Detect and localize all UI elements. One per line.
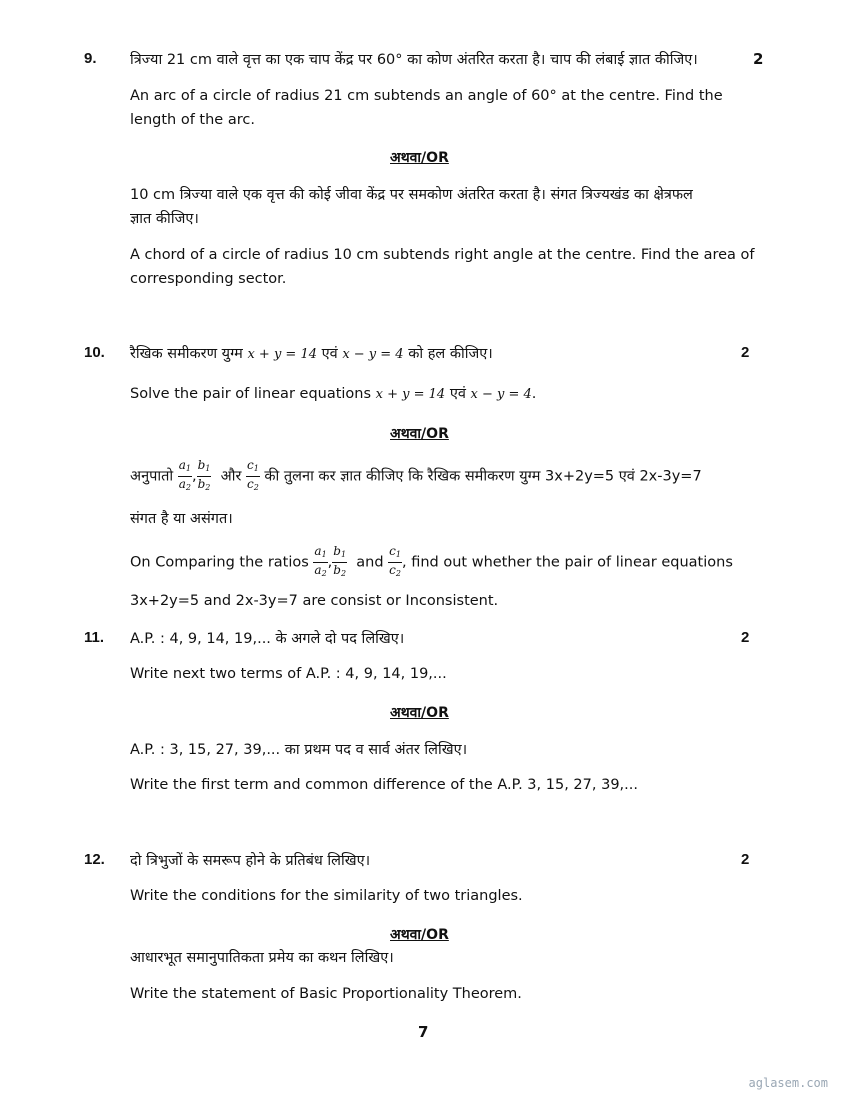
q9-alt-english-line2: corresponding sector.	[130, 271, 287, 287]
ratio-b1-b2: $\frac{b_1}{b_2}$	[197, 458, 211, 492]
q10-alt-hindi-line1: अनुपातो $\frac{a_1}{a_2}$ , $\frac{b_1}{b_2}$ और $\frac{c_1}{c_2}$ की तुलना कर ज्ञात कीजिए कि रैखिक समीकरण युग्म 3x+2y=5 एवं 2x-3y=7	[130, 458, 702, 495]
q10-alt-english-line2: 3x+2y=5 and 2x-3y=7 are consist or Inconsistent.	[130, 593, 499, 609]
q10-english-equation-1: x + y = 14	[375, 387, 446, 402]
ratio-a1-a2-en: $\frac{a_1}{a_2}$	[314, 544, 327, 578]
q9-alt-hindi-line1: 10 cm त्रिज्या वाले एक वृत्त की कोई जीवा केंद्र पर समकोण अंतरित करता है। संगत त्रिज्यखंड का क्षेत्रफल	[130, 187, 693, 203]
q9-alt-english-line1: A chord of a circle of radius 10 cm subtends right angle at the centre. Find the area of	[130, 247, 755, 263]
q10-equation-2: x − y = 4	[342, 347, 404, 362]
q9-english-line1: An arc of a circle of radius 21 cm subtends an angle of 60° at the centre. Find the	[130, 88, 723, 104]
ratio-c1-c2: $\frac{c_1}{c_2}$	[246, 458, 259, 492]
ratio-c1-c2-en: $\frac{c_1}{c_2}$	[389, 544, 401, 578]
q10-number: 10.	[84, 344, 105, 361]
q10-alt-hindi-line2: संगत है या असंगत।	[130, 511, 233, 527]
q10-marks: 2	[741, 344, 750, 361]
q10-alt-hindi-and: और	[220, 468, 242, 485]
q11-marks: 2	[741, 629, 750, 646]
page-number: 7	[418, 1023, 429, 1041]
q10-hindi-text	[130, 343, 493, 363]
q10-or-divider: अथवा/OR	[390, 426, 449, 442]
q10-hindi-pre: रैखिक समीकरण युग्म	[130, 346, 243, 362]
ratio-a1-a2: $\frac{a_1}{a_2}$	[178, 458, 191, 492]
q10-alt-hindi-pre: अनुपातो	[130, 468, 174, 485]
q12-alt-english-text: Write the statement of Basic Proportionality Theorem.	[130, 986, 522, 1002]
q10-alt-english-post: , find out whether the pair of linear equations	[402, 554, 733, 571]
q12-marks: 2	[741, 851, 750, 868]
q11-number: 11.	[84, 629, 105, 646]
watermark-link[interactable]: aglasem.com	[748, 1076, 828, 1090]
q9-english-line2: length of the arc.	[130, 112, 255, 128]
q10-equation-1: x + y = 14	[247, 347, 317, 362]
q10-hindi-post: को हल कीजिए।	[408, 346, 493, 362]
q10-english-pre: Solve the pair of linear equations	[130, 386, 372, 402]
q10-alt-english-line1: On Comparing the ratios $\frac{a_1}{a_2}$ , $\frac{b_1}{b_2}$ and $\frac{c_1}{c_2}$ , find out whether the pair of linear equations	[130, 544, 733, 581]
q9-marks: 2	[753, 50, 764, 68]
q10-alt-hindi-post: की तुलना कर ज्ञात कीजिए कि रैखिक समीकरण युग्म 3x+2y=5 एवं 2x-3y=7	[264, 468, 702, 485]
q12-number: 12.	[84, 851, 105, 868]
q12-english-text: Write the conditions for the similarity of two triangles.	[130, 888, 523, 904]
q10-hindi-and: एवं	[321, 346, 338, 362]
q12-alt-hindi-text: आधारभूत समानुपातिकता प्रमेय का कथन लिखिए।	[130, 950, 394, 966]
q12-or-divider: अथवा/OR	[390, 927, 449, 943]
q10-english-equation-2: x − y = 4	[470, 387, 532, 402]
q9-or-divider: अथवा/OR	[390, 150, 449, 166]
ratio-b1-b2-en: $\frac{b_1}{b_2}$	[333, 544, 347, 578]
q11-or-divider: अथवा/OR	[390, 705, 449, 721]
q12-hindi-text: दो त्रिभुजों के समरूप होने के प्रतिबंध लिखिए।	[130, 853, 371, 869]
q9-number: 9.	[84, 50, 97, 67]
q10-english-text	[130, 383, 536, 403]
q11-hindi-text: A.P. : 4, 9, 14, 19,... के अगले दो पद लिखिए।	[130, 631, 405, 647]
q9-hindi-text: त्रिज्या 21 cm वाले वृत्त का एक चाप केंद्र पर 60° का कोण अंतरित करता है। चाप की लंबाई ज्ञात कीजिए।	[130, 52, 698, 68]
q9-alt-hindi-line2: ज्ञात कीजिए।	[130, 211, 199, 227]
q10-alt-english-pre: On Comparing the ratios	[130, 554, 309, 571]
q11-alt-english-text: Write the first term and common difference of the A.P. 3, 15, 27, 39,...	[130, 777, 638, 793]
q11-alt-hindi-text: A.P. : 3, 15, 27, 39,... का प्रथम पद व सार्व अंतर लिखिए।	[130, 742, 468, 758]
q10-english-and: एवं	[449, 386, 466, 402]
q11-english-text: Write next two terms of A.P. : 4, 9, 14, 19,...	[130, 666, 447, 682]
q10-alt-english-and: and	[356, 554, 384, 571]
q10-english-post: .	[531, 386, 537, 402]
